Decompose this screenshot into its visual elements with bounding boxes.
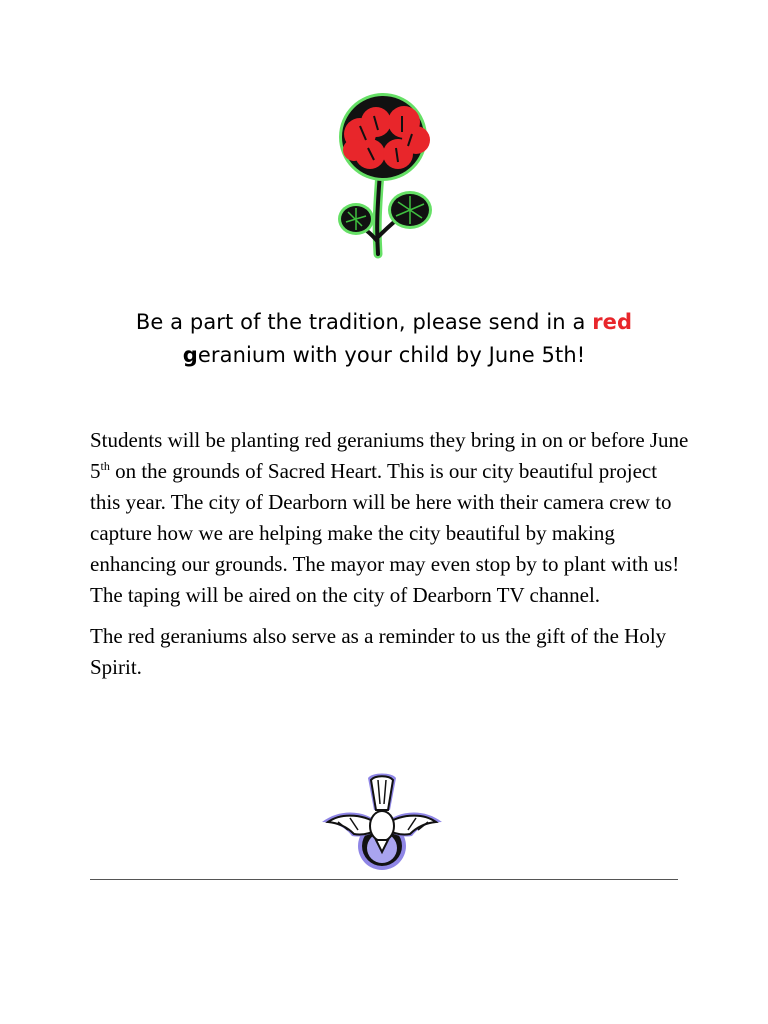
paragraph-1-superscript: th (100, 459, 110, 473)
paragraph-1-start: Students will be planting red geraniums they bring in on or before June 5 (90, 428, 689, 483)
headline (60, 306, 708, 372)
headline-part2: eranium with your child by June 5th! (197, 343, 586, 367)
dove-icon (318, 770, 450, 880)
paragraph-1-rest: on the grounds of Sacred Heart. This is our city beautiful project this year. The city of Dearborn will be here with their camera crew to capture how we are helping make the city beautiful by making enhancing our grounds. The mayor may even stop by to plant with us! The taping will be aired on the city of Dearborn TV channel. (90, 459, 680, 607)
paragraph-1 (90, 425, 690, 611)
headline-g-letter: g (182, 343, 198, 367)
paragraph-2: The red geraniums also serve as a reminder to us the gift of the Holy Spirit. (90, 624, 667, 679)
body-text (90, 425, 690, 693)
headline-red-word: red (592, 310, 633, 334)
red-geranium-icon (318, 92, 448, 264)
headline-part1: Be a part of the tradition, please send in a (135, 310, 593, 334)
horizontal-rule (90, 879, 678, 880)
